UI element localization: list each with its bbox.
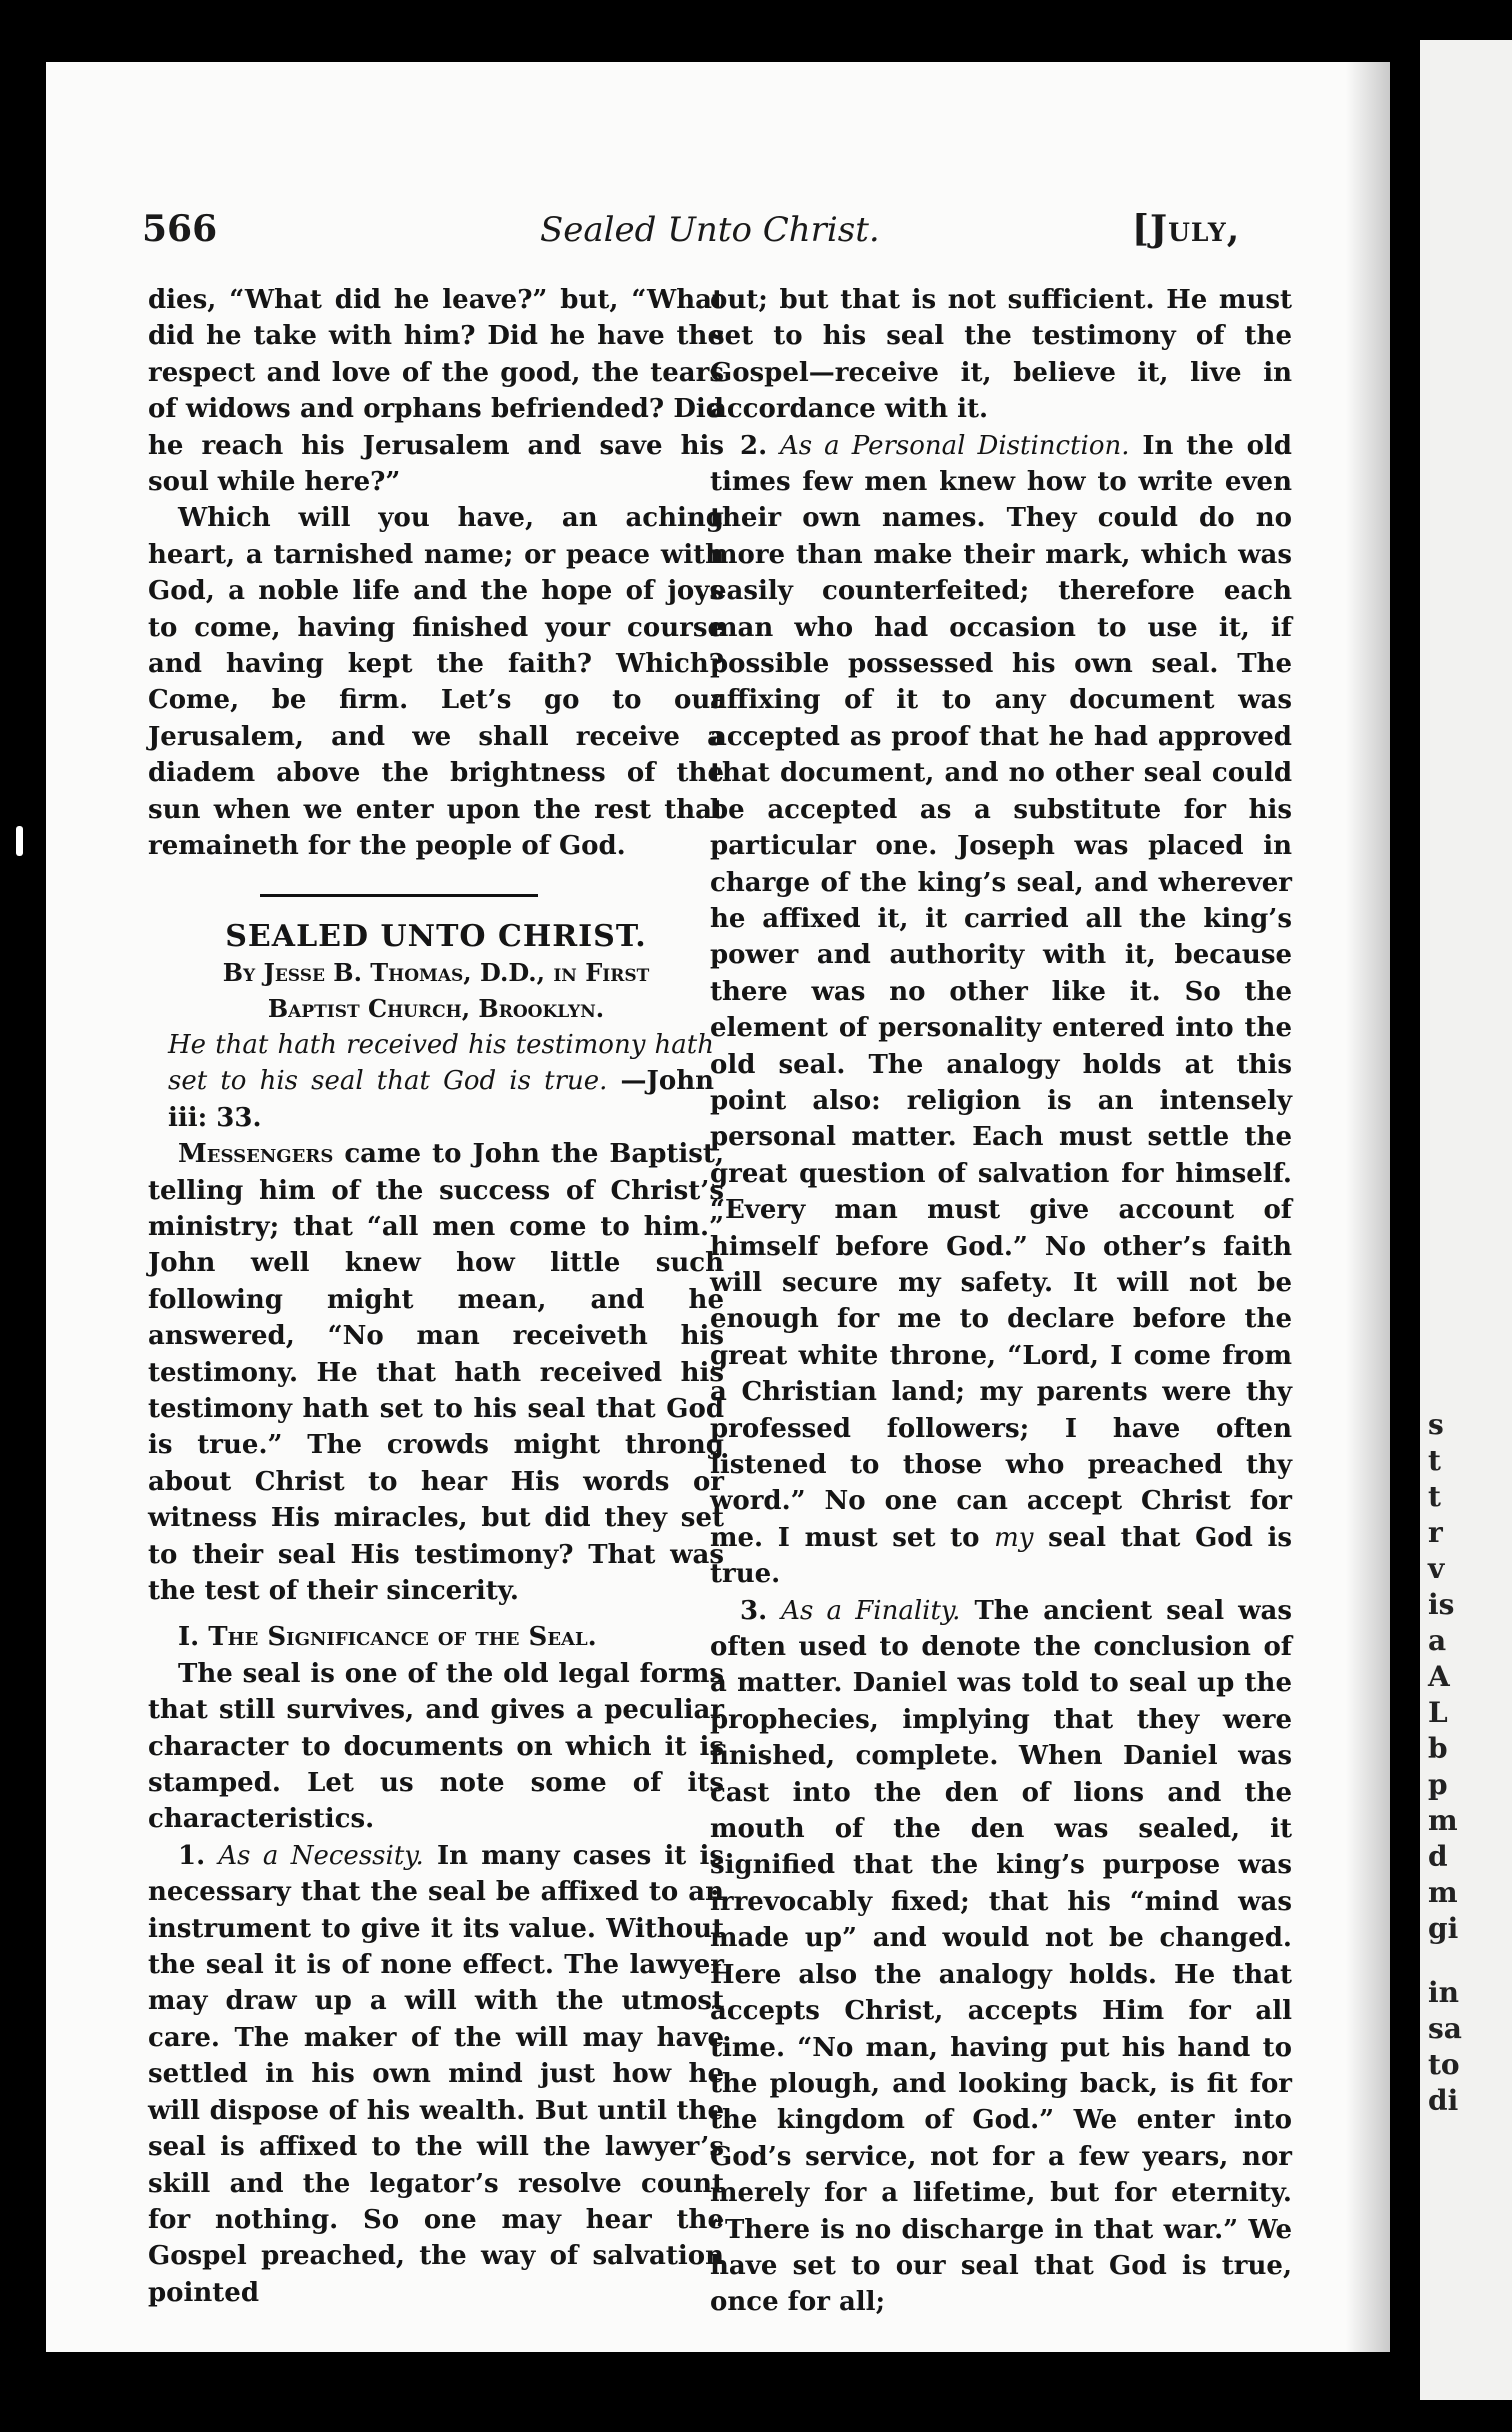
running-title: Sealed Unto Christ. bbox=[540, 210, 880, 250]
item-heading: As a Necessity. bbox=[218, 1840, 424, 1871]
paragraph: dies, “What did he leave?” but, “What did he take with him? Did he have the respect and love of the good, the tears of widows and orphans befriended? Did he reach his Jerusalem and save his soul while here?” bbox=[148, 285, 724, 498]
adjacent-page-fragment: sa bbox=[1428, 2012, 1462, 2045]
numbered-paragraph bbox=[710, 1593, 1292, 2321]
emphasis: my bbox=[994, 1522, 1034, 1553]
item-heading: As a Personal Distinction. bbox=[780, 430, 1130, 461]
paragraph-text: In many cases it is necessary that the seal be affixed to an instrument to give it its value. Without the seal it is of none effect. The lawyer may draw up a will with the utmost care. The maker of the will may have settled in his own mind just how he will dispose of his wealth. But until the seal is affixed to the will the lawyer’s skill and the legator’s resolve count for nothing. So one may hear the Gospel preached, the way of salvation pointed bbox=[148, 1840, 724, 2308]
adjacent-page-fragment: is bbox=[1428, 1588, 1455, 1621]
paragraph-text: seal that God is true. bbox=[710, 1522, 1292, 1590]
adjacent-page-fragment: L bbox=[1428, 1696, 1448, 1729]
adjacent-page-fragment: to bbox=[1428, 2048, 1460, 2081]
epigraph-reference: —John iii: 33. bbox=[168, 1066, 714, 1133]
paragraph: The seal is one of the old legal forms that still survives, and gives a peculiar character to documents on which it is stamped. Let us note some of its characteristics. bbox=[148, 1658, 724, 1835]
paragraph-text: came to John the Baptist, telling him of the success of Christ’s ministry; that “all men come to him.” John well knew how little such following might mean, and he answered, “No man receiveth his testimony. He that hath received his testimony hath set to his seal that God is true.” The crowds might throng about Christ to hear His words or witness His miracles, but did they set to their seal His testimony? That was the test of their sincerity. bbox=[148, 1139, 724, 1606]
adjacent-page-fragment: v bbox=[1428, 1552, 1445, 1585]
adjacent-page-fragment: m bbox=[1428, 1804, 1458, 1837]
adjacent-page-strip bbox=[1420, 40, 1512, 2400]
paragraph: out; but that is not sufficient. He must set to his seal the testimony of the Gospel—receive it, believe it, live in accordance with it. bbox=[710, 285, 1292, 425]
numbered-paragraph bbox=[710, 428, 1292, 1593]
adjacent-page-fragment: b bbox=[1428, 1732, 1448, 1765]
page-edge-shadow bbox=[1346, 62, 1390, 2352]
scan-mark bbox=[16, 826, 23, 856]
right-column bbox=[710, 282, 1292, 2321]
adjacent-page-fragment: di bbox=[1428, 2084, 1459, 2117]
adjacent-page-fragment: s bbox=[1428, 1408, 1444, 1441]
page-header bbox=[0, 208, 1344, 258]
article-title: SEALED UNTO CHRIST. bbox=[225, 918, 647, 954]
adjacent-page-fragment: r bbox=[1428, 1516, 1443, 1549]
adjacent-page-fragment: gi bbox=[1428, 1912, 1459, 1945]
epigraph bbox=[148, 1027, 724, 1136]
adjacent-page-fragment: p bbox=[1428, 1768, 1448, 1801]
byline: By Jesse B. Thomas, D.D., in First bbox=[222, 957, 650, 987]
adjacent-page-fragment: A bbox=[1428, 1660, 1450, 1693]
item-number: 1. bbox=[178, 1840, 219, 1871]
numbered-paragraph bbox=[148, 1838, 724, 2311]
page-number: 566 bbox=[142, 208, 218, 250]
item-number: 3. bbox=[740, 1595, 782, 1626]
paragraph bbox=[148, 1136, 724, 1609]
paragraph-text: In the old times few men knew how to write even their own names. They could do no more than make their mark, which was easily counterfeited; therefore each man who had occasion to use it, if possible possessed his own seal. The affixing of it to any document was accepted as proof that he had approved that document, and no other seal could be accepted as a substitute for his particular one. Joseph was placed in charge of the king’s seal, and wherever he affixed it, it carried all the king’s power and authority with it, because there was no other like it. So the element of personality entered into the old seal. The analogy holds at this point also: religion is an intensely personal matter. Each must settle the great question of salvation for himself. “Every man must give account of himself before God.” No other’s faith will secure my safety. It will not be enough for me to declare before the great white throne, “Lord, I come from a Christian land; my parents were thy professed followers; I have often listened to those who preached thy word.” No one can accept Christ for me. I must set to bbox=[710, 430, 1292, 1553]
item-heading: As a Finality. bbox=[781, 1595, 961, 1626]
section-divider bbox=[148, 885, 724, 905]
item-number: 2. bbox=[740, 430, 780, 461]
epigraph-text: He that hath received his testimony hath set to his seal that God is true. bbox=[168, 1029, 714, 1097]
lead-word: Messengers bbox=[178, 1139, 334, 1170]
adjacent-page-fragment: t bbox=[1428, 1444, 1441, 1477]
adjacent-page-fragment: a bbox=[1428, 1624, 1447, 1657]
adjacent-page-fragment: in bbox=[1428, 1976, 1459, 2009]
section-heading: I. The Significance of the Seal. bbox=[178, 1622, 597, 1653]
paragraph-text: The ancient seal was often used to denote the conclusion of a matter. Daniel was told to seal up the prophecies, implying that they were finished, complete. When Daniel was cast into the den of lions and the mouth of the den was sealed, it signified that the king’s purpose was irrevocably fixed; that his “mind was made up” and would not be changed. Here also the analogy holds. He that accepts Christ, accepts Him for all time. “No man, having put his hand to the plough, and looking back, is fit for the kingdom of God.” We enter into God’s service, not for a few years, nor merely for a lifetime, but for eternity. “There is no discharge in that war.” We have set to our seal that God is true, once for all; bbox=[710, 1595, 1292, 2318]
issue-label: [July, bbox=[1132, 208, 1241, 250]
adjacent-page-fragment: t bbox=[1428, 1480, 1441, 1513]
byline-venue: Baptist Church, Brooklyn. bbox=[267, 993, 605, 1023]
paragraph: Which will you have, an aching heart, a tarnished name; or peace with God, a noble life and the hope of joys to come, having finished your course and having kept the faith? Which? Come, be firm. Let’s go to our Jerusalem, and we shall receive a diadem above the brightness of the sun when we enter upon the rest that remaineth for the people of God. bbox=[148, 503, 724, 862]
adjacent-page-fragment: d bbox=[1428, 1840, 1448, 1873]
left-column bbox=[148, 282, 724, 2311]
adjacent-page-fragment: m bbox=[1428, 1876, 1458, 1909]
